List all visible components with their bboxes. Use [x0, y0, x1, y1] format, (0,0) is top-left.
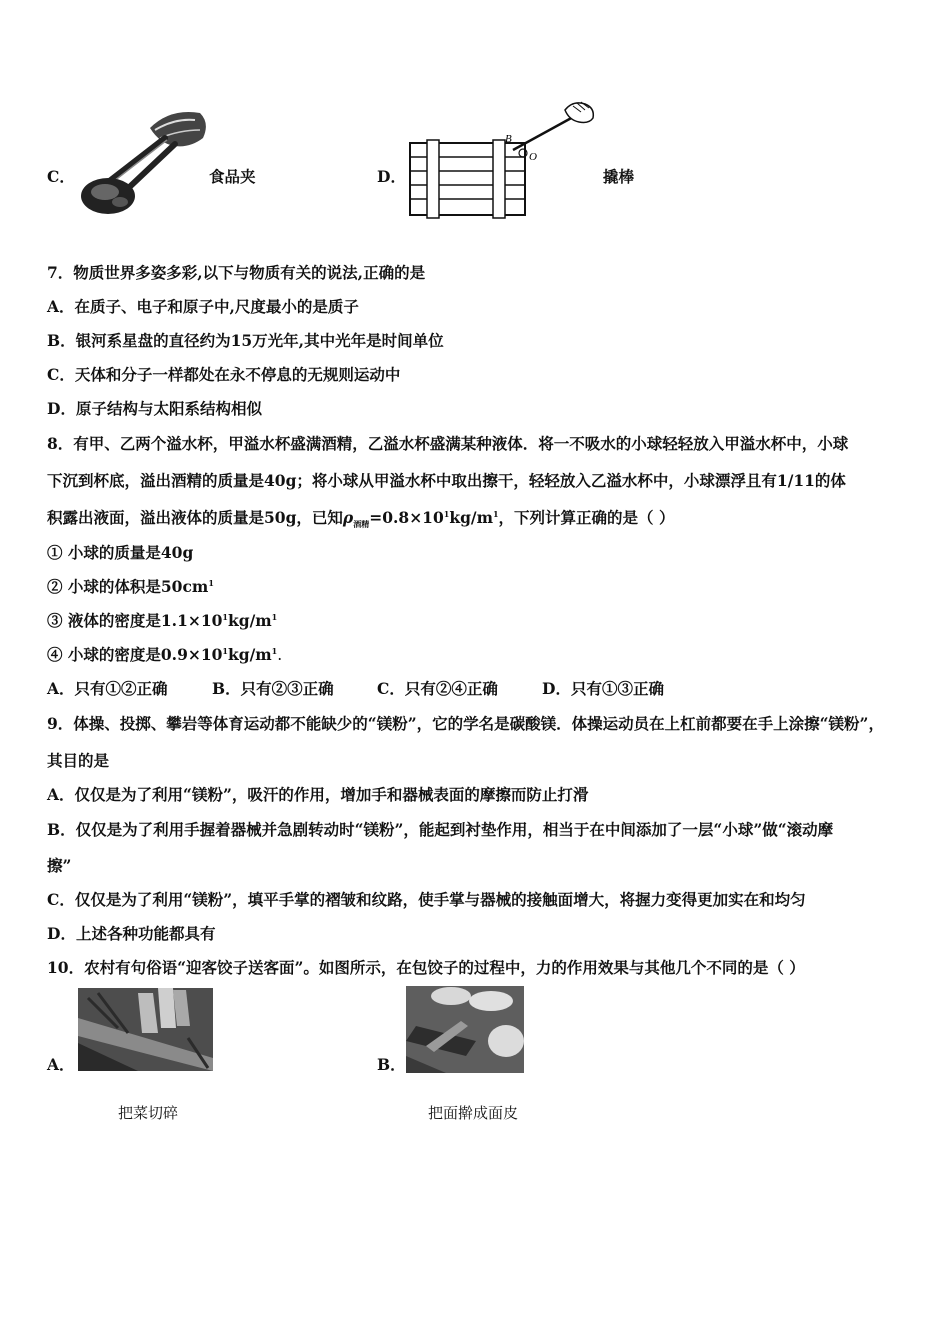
q7-option-b: B．银河系星盘的直径约为15万光年,其中光年是时间单位 [47, 331, 444, 350]
q9-option-a: A．仅仅是为了利用“镁粉”，吸汗的作用，增加手和器械表面的摩擦而防止打滑 [47, 785, 589, 804]
cutting-vegetables-photo [78, 988, 213, 1071]
q7-option-a: A．在质子、电子和原子中,尺度最小的是质子 [47, 297, 359, 316]
option-d-label: 撬棒 [603, 167, 635, 186]
rolling-dough-photo [406, 986, 524, 1073]
q9-stem-line1: 9．体操、投掷、攀岩等体育运动都不能缺少的“镁粉”，它的学名是碳酸镁．体操运动员在上杠前都要在手上涂擦“镁粉”， [47, 714, 884, 733]
food-tongs-figure [75, 108, 210, 220]
crowbar-figure [405, 98, 605, 220]
q9-stem-line2: 其目的是 [47, 751, 110, 770]
q8-item-1: ① 小球的质量是40g [47, 543, 194, 562]
q9-option-d: D．上述各种功能都具有 [47, 924, 216, 943]
point-b-label: B [505, 133, 512, 145]
q10-option-b-letter: B． [377, 1055, 406, 1074]
q8-stem-line1: 8．有甲、乙两个溢水杯，甲溢水杯盛满酒精，乙溢水杯盛满某种液体．将一不吸水的小球轻轻放入甲溢水杯中，小球 [47, 434, 849, 453]
point-o-label: O [529, 151, 537, 163]
q10-option-a-caption: 把菜切碎 [118, 1104, 179, 1122]
q8-item-4: ④ 小球的密度是$0.9\times 10^1kg/m^1$. [47, 645, 283, 664]
option-c-label: 食品夹 [209, 167, 256, 186]
option-d-letter: D． [377, 167, 406, 186]
q9-option-b-line2: 擦” [47, 856, 72, 875]
q9-option-c: C．仅仅是为了利用“镁粉”，填平手掌的褶皱和纹路，使手掌与器械的接触面增大，将握力变得更加实在和均匀 [47, 890, 806, 909]
q10-stem: 10．农村有句俗语“迎客饺子送客面”。如图所示，在包饺子的过程中，力的作用效果与其他几个不同的是（ ） [47, 958, 805, 977]
q10-option-b-caption: 把面擀成面皮 [428, 1104, 519, 1122]
option-c-letter: C． [47, 167, 75, 186]
q8-choice-b: B．只有②③正确 [212, 679, 334, 698]
q8-stem-line3: 积露出液面，溢出液体的质量是50g，已知$\rho_{酒精}=0.8\times 10^1kg/m^1$，下列计算正确的是（ ） [47, 508, 675, 530]
q9-option-b-line1: B．仅仅是为了利用手握着器械并急剧转动时“镁粉”，能起到衬垫作用，相当于在中间添加了一层“小球”做“滚动摩 [47, 820, 834, 839]
q8-item-2: ② 小球的体积是$50cm^1$ [47, 577, 214, 596]
crowbar [513, 116, 575, 150]
q8-item-3: ③ 液体的密度是$1.1\times 10^1kg/m^1$ [47, 611, 278, 630]
q7-option-c: C．天体和分子一样都处在永不停息的无规则运动中 [47, 365, 401, 384]
q8-stem-line2: 下沉到杯底，溢出酒精的质量是40g；将小球从甲溢水杯中取出擦干，轻轻放入乙溢水杯中，小球漂浮且有1/11的体 [47, 471, 846, 490]
q7-option-d: D．原子结构与太阳系结构相似 [47, 399, 262, 418]
q8-choice-a: A．只有①②正确 [47, 679, 168, 698]
q8-choice-d: D．只有①③正确 [542, 679, 664, 698]
q8-choice-c: C．只有②④正确 [377, 679, 498, 698]
q10-option-a-letter: A． [47, 1055, 75, 1074]
q7-stem: 7．物质世界多姿多彩,以下与物质有关的说法,正确的是 [47, 263, 426, 282]
